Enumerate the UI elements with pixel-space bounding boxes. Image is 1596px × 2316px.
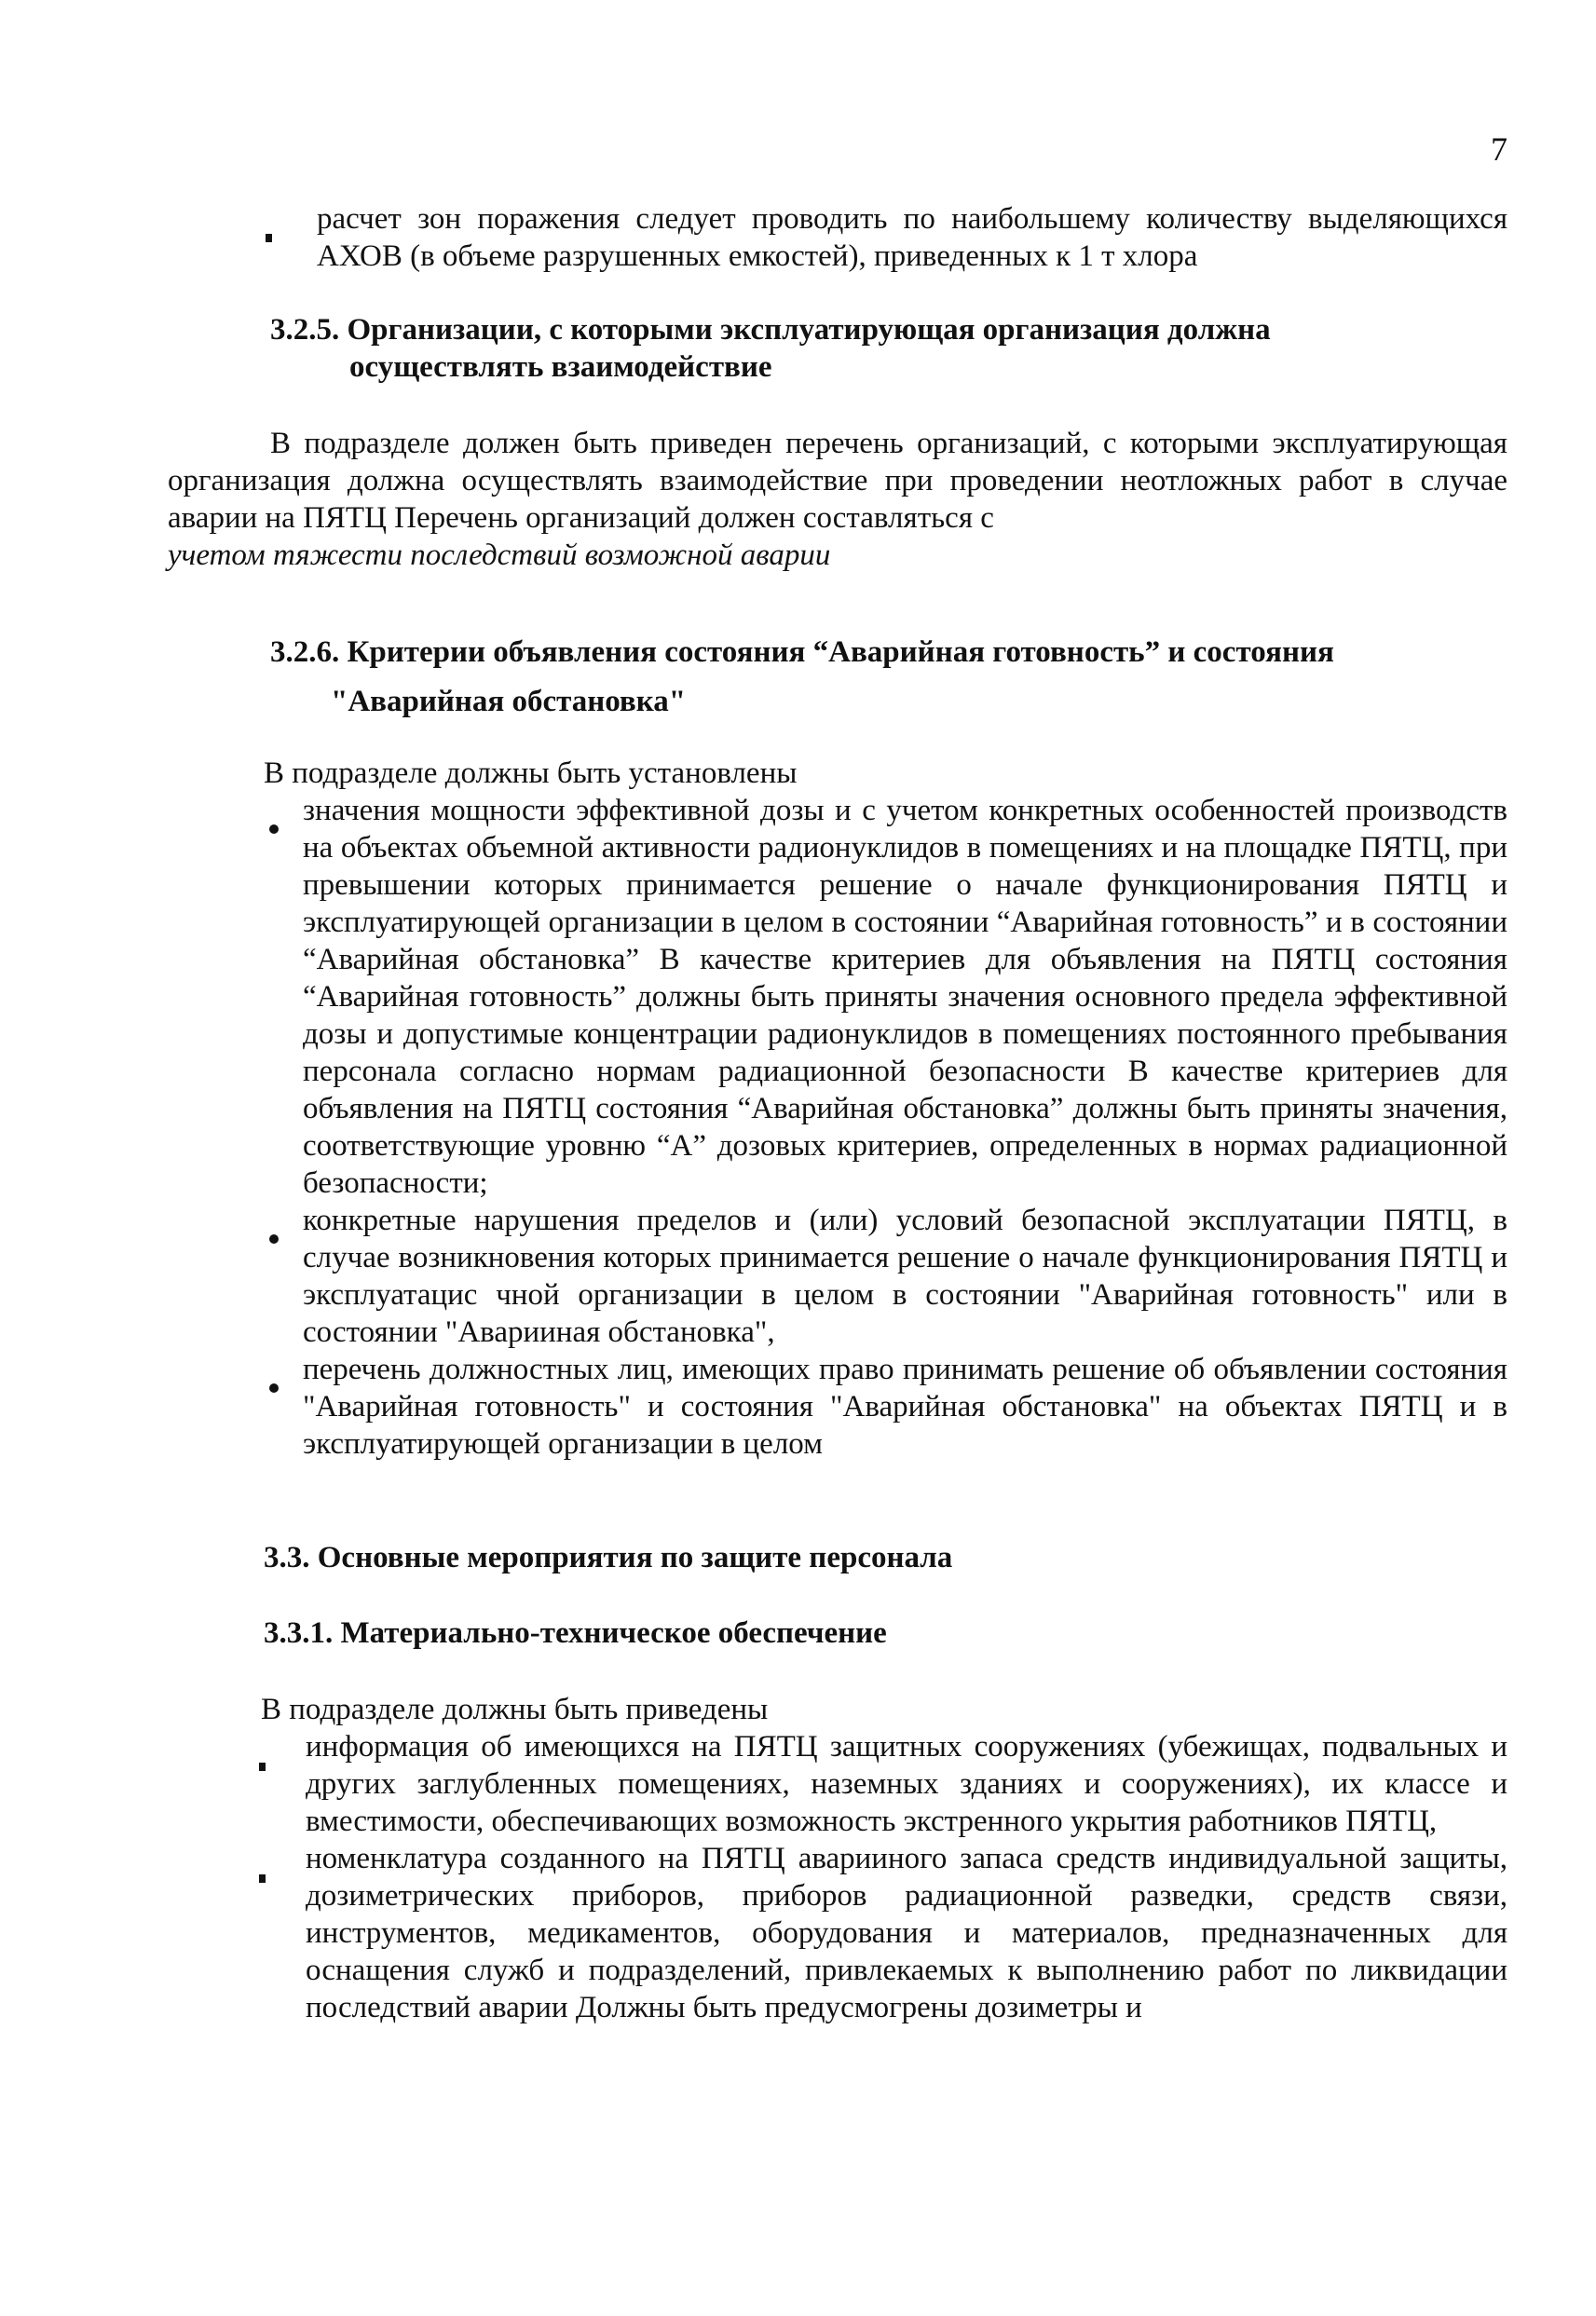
section-list-3-2-6 xyxy=(303,792,1507,1463)
section-lead-3-3-1: В подразделе должны быть приведены xyxy=(261,1693,769,1726)
section-heading-3-3: 3.3. Основные мероприятия по защите персонала xyxy=(264,1541,953,1574)
round-bullet-icon xyxy=(269,824,279,834)
list-item xyxy=(317,200,1507,275)
square-bullet-icon xyxy=(259,1874,266,1883)
square-bullet-icon xyxy=(259,1763,266,1771)
section-lead-3-2-6: В подразделе должны быть установлены xyxy=(264,756,798,790)
list-item-text: конкретные нарушения пределов и (или) условий безопасной эксплуатации ПЯТЦ, в случае возникновения которых принимается решение о начале функционирования ПЯТЦ и эксплуатацис чной организации в целом в состоянии "Аварийная готовность" или в состоянии "Аварииная обстановка", xyxy=(303,1204,1507,1349)
section-heading-3-2-6: 3.2.6. Критерии объявления состояния “Аварийная готовность” и состояния "Аварийная обстановка" xyxy=(270,635,1334,718)
list-item-text: номенклатура созданного на ПЯТЦ аварииного запаса средств индивидуальной защиты, дозиметрических приборов, приборов радиационной разведки, средств связи, инструментов, медикаментов, оборудования и материалов, предназначенных для оснащения служб и подразделений, привлекаемых к выполнению работ по ликвидации последствий аварии Должны быть предусмогрены дозиметры и xyxy=(306,1842,1507,2024)
list-item xyxy=(306,1840,1507,2026)
intro-list xyxy=(317,200,1507,275)
list-item-text: информация об имеющихся на ПЯТЦ защитных сооружениях (убежищах, подвальных и других заглубленных помещениях, наземных зданиях и сооружениях), их классе и вместимости, обеспечивающих возможность экстренного укрытия работников ПЯТЦ, xyxy=(306,1730,1507,1838)
section-list-3-3-1 xyxy=(306,1728,1507,2026)
list-item xyxy=(306,1728,1507,1840)
list-item xyxy=(303,1351,1507,1463)
list-item-text: перечень должностных лиц, имеющих право принимать решение об объявлении состояния "Аварийная готовность" и состояния "Аварийная обстановка" на объектах ПЯТЦ и в эксплуатирующей организации в целом xyxy=(303,1353,1507,1461)
section-heading-3-2-5: 3.2.5. Организации, с которыми эксплуатирующая организация должна осуществлять взаимодействие xyxy=(270,313,1271,384)
section-paragraph-3-2-5: В подразделе должен быть приведен перечень организаций, с которыми эксплуатирующая организация должна осуществлять взаимодействие при проведении неотложных работ в случае аварии на ПЯТЦ Перечень организаций должен составляться с учетом тяжести последствий возможной аварии xyxy=(168,427,1507,572)
page-number: 7 xyxy=(1491,130,1507,168)
list-item xyxy=(303,1202,1507,1351)
section-heading-3-3-1: 3.3.1. Материально-техническое обеспечение xyxy=(264,1616,887,1650)
round-bullet-icon xyxy=(269,1234,279,1244)
round-bullet-icon xyxy=(269,1383,279,1393)
list-item-text: значения мощности эффективной дозы и с учетом конкретных особенностей производств на объектах объемной активности радионуклидов в помещениях и на площадке ПЯТЦ, при превышении которых принимается решение о начале функционирования ПЯТЦ и эксплуатирующей организации в целом в состоянии “Аварийная готовность” и в состоянии “Аварийная обстановка” В качестве критериев для объявления на ПЯТЦ состояния “Аварийная готовность” должны быть приняты значения основного предела эффективной дозы и допустимые концентрации радионуклидов в помещениях постоянного пребывания персонала согласно нормам радиационной безопасности В качестве критериев для объявления на ПЯТЦ состояния “Аварийная обстановка” должны быть приняты значения, соответствующие уровню “А” дозовых критериев, определенных в нормах радиационной безопасности; xyxy=(303,794,1507,1200)
square-bullet-icon xyxy=(266,234,272,242)
list-item-text: расчет зон поражения следует проводить по наибольшему количеству выделяющихся АХОВ (в объеме разрушенных емкостей), приведенных к 1 т хлора xyxy=(317,202,1507,273)
list-item xyxy=(303,792,1507,1202)
